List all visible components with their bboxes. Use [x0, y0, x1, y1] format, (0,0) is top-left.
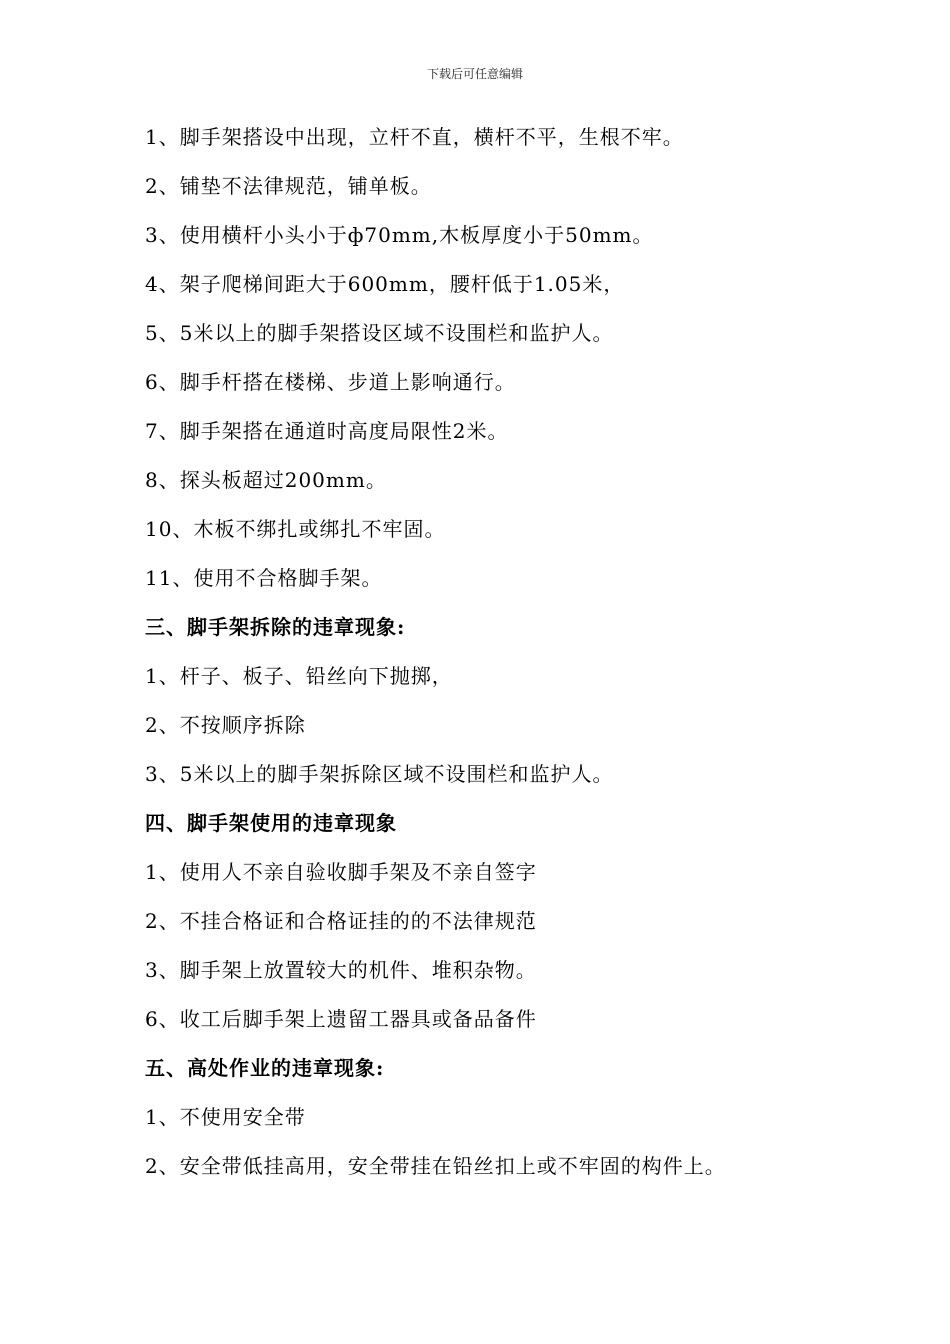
list-item: 1、使用人不亲自验收脚手架及不亲自签字	[145, 860, 537, 884]
section-heading: 四、脚手架使用的违章现象	[145, 811, 397, 835]
list-item: 2、不挂合格证和合格证挂的的不法律规范	[145, 909, 537, 933]
list-item: 3、5米以上的脚手架拆除区域不设围栏和监护人。	[145, 762, 614, 786]
list-item: 3、使用横杆小头小于ф70mm,木板厚度小于50mm。	[145, 223, 654, 247]
list-item: 3、脚手架上放置较大的机件、堆积杂物。	[145, 958, 537, 982]
page-header: 下载后可任意编辑	[426, 67, 523, 81]
list-item: 6、收工后脚手架上遗留工器具或备品备件	[145, 1007, 537, 1031]
list-item: 4、架子爬梯间距大于600mm，腰杆低于1.05米，	[145, 272, 625, 296]
list-item: 6、脚手杆搭在楼梯、步道上影响通行。	[145, 370, 516, 394]
section-heading: 三、脚手架拆除的违章现象:	[145, 615, 406, 639]
list-item: 2、不按顺序拆除	[145, 713, 306, 737]
list-item: 10、木板不绑扎或绑扎不牢固。	[145, 517, 446, 541]
list-item: 1、脚手架搭设中出现，立杆不直，横杆不平，生根不牢。	[145, 125, 684, 149]
list-item: 2、铺垫不法律规范，铺单板。	[145, 174, 432, 198]
list-item: 7、脚手架搭在通道时高度局限性2米。	[145, 419, 509, 443]
list-item: 2、安全带低挂高用，安全带挂在铅丝扣上或不牢固的构件上。	[145, 1154, 726, 1178]
list-item: 11、使用不合格脚手架。	[145, 566, 383, 590]
list-item: 5、5米以上的脚手架搭设区域不设围栏和监护人。	[145, 321, 614, 345]
list-item: 1、不使用安全带	[145, 1105, 306, 1129]
list-item: 1、杆子、板子、铅丝向下抛掷，	[145, 664, 453, 688]
list-item: 8、探头板超过200mm。	[145, 468, 387, 492]
section-heading: 五、高处作业的违章现象:	[145, 1056, 385, 1080]
document-body	[145, 121, 865, 1199]
